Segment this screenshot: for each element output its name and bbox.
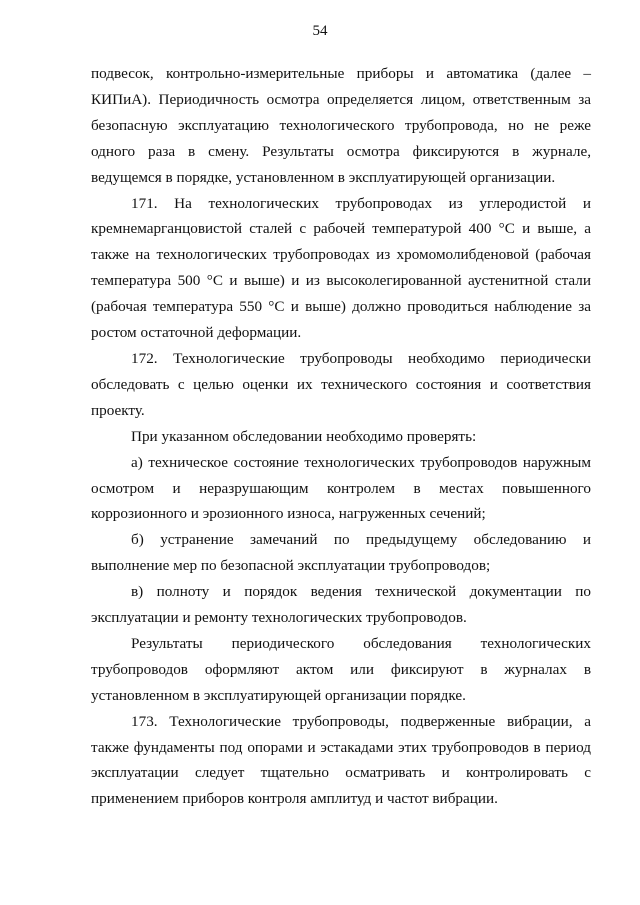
paragraph-inspection-intro: При указанном обследовании необходимо проверять: bbox=[131, 427, 477, 445]
paragraph-continuation: подвесок, контрольно-измерительные приборы и автоматика (далее – КИПиА). Периодичность осмотра определяется лицом, ответственным за безопасную эксплуатацию технологического трубопровода, но не реже одного раза в смену. Результаты осмотра фиксируются в журнале, ведущемся в порядке, установленном в эксплуатирующей организации. bbox=[91, 65, 591, 186]
paragraph-item-172: 172. Технологические трубопроводы необходимо периодически обследовать с целью оценки их технического состояния и соответствия проекту. bbox=[91, 349, 591, 419]
paragraph-item-173: 173. Технологические трубопроводы, подверженные вибрации, а также фундаменты под опорами и эстакадами этих трубопроводов в период эксплуатации следует тщательно осматривать и контролировать с применением приборов контроля амплитуд и частот вибрации. bbox=[91, 712, 591, 808]
paragraph-subitem-v: в) полноту и порядок ведения технической документации по эксплуатации и ремонту технологических трубопроводов. bbox=[91, 583, 591, 627]
paragraph-subitem-b: б) устранение замечаний по предыдущему обследованию и выполнение мер по безопасной эксплуатации трубопроводов; bbox=[91, 531, 591, 575]
document-body bbox=[91, 61, 591, 812]
page-number: 54 bbox=[312, 23, 328, 39]
paragraph-subitem-a: а) техническое состояние технологических трубопроводов наружным осмотром и неразрушающим контролем в местах повышенного коррозионного и эрозионного износа, нагруженных сечений; bbox=[91, 453, 591, 523]
paragraph-inspection-results: Результаты периодического обследования технологических трубопроводов оформляют актом или фиксируют в журналах в установленном в эксплуатирующей организации порядке. bbox=[91, 634, 591, 704]
paragraph-item-171: 171. На технологических трубопроводах из углеродистой и кремнемарганцовистой сталей с рабочей температурой 400 °С и выше, а также на технологических трубопроводах из хромомолибденовой (рабочая температура 500 °С и выше) и из высоколегированной аустенитной стали (рабочая температура 550 °С и выше) должно проводиться наблюдение за ростом остаточной деформации. bbox=[91, 194, 591, 342]
